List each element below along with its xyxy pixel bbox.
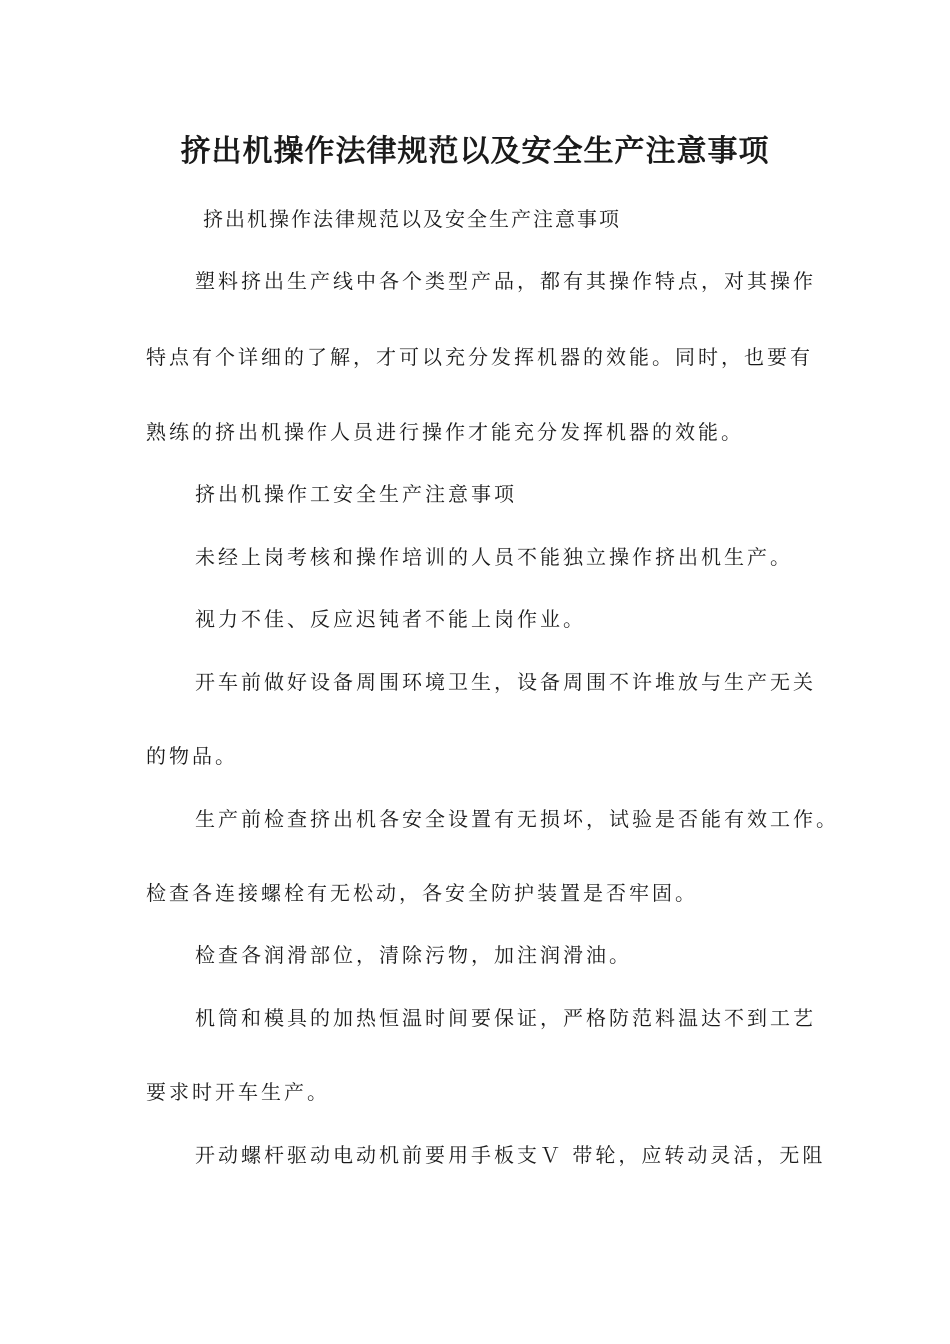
paragraph-line: 要求时开车生产。 (146, 1080, 330, 1104)
paragraph-line: 开动螺杆驱动电动机前要用手板支Ｖ 带轮，应转动灵活，无阻 (195, 1143, 826, 1167)
paragraph-line: 检查各润滑部位，清除污物，加注润滑油。 (195, 943, 632, 967)
document-title: 挤出机操作法律规范以及安全生产注意事项 (180, 134, 770, 169)
section-heading: 挤出机操作工安全生产注意事项 (195, 482, 517, 506)
paragraph-line: 检查各连接螺栓有无松动，各安全防护装置是否牢固。 (146, 881, 698, 905)
document-subtitle: 挤出机操作法律规范以及安全生产注意事项 (203, 207, 621, 231)
paragraph-line: 机筒和模具的加热恒温时间要保证，严格防范料温达不到工艺 (195, 1006, 816, 1030)
paragraph-line: 视力不佳、反应迟钝者不能上岗作业。 (195, 607, 586, 631)
paragraph-line: 特点有个详细的了解，才可以充分发挥机器的效能。同时，也要有 (146, 345, 813, 369)
paragraph-line: 生产前检查挤出机各安全设置有无损坏，试验是否能有效工作。 (195, 807, 839, 831)
paragraph-line: 熟练的挤出机操作人员进行操作才能充分发挥机器的效能。 (146, 420, 744, 444)
paragraph-line: 的物品。 (146, 744, 238, 768)
paragraph-line: 开车前做好设备周围环境卫生，设备周围不许堆放与生产无关 (195, 670, 816, 694)
paragraph-line: 塑料挤出生产线中各个类型产品，都有其操作特点，对其操作 (195, 269, 816, 293)
paragraph-line: 未经上岗考核和操作培训的人员不能独立操作挤出机生产。 (195, 545, 793, 569)
